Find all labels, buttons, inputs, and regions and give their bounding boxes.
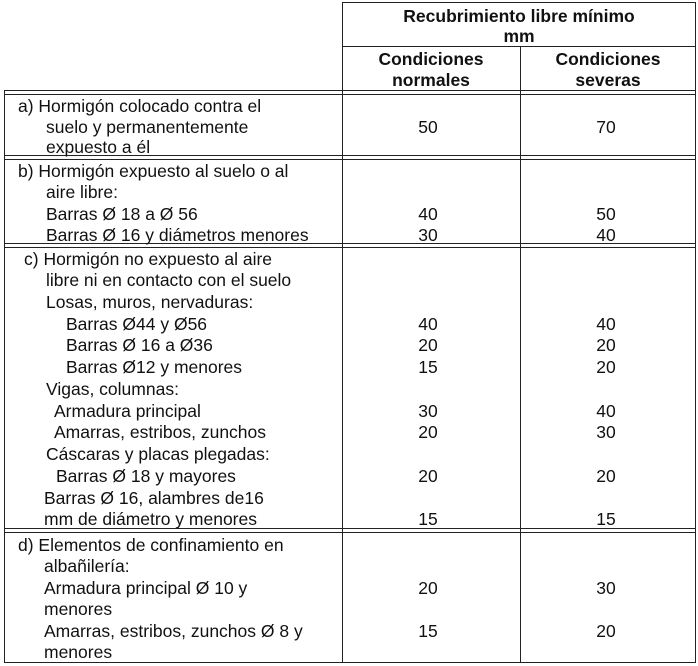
value-normal: 15 <box>418 509 438 529</box>
value-normal: 40 <box>418 204 438 224</box>
rule <box>4 90 5 662</box>
subheading: Losas, muros, nervaduras: <box>46 292 254 312</box>
row-label: Barras Ø 18 y mayores <box>56 466 236 486</box>
rule <box>520 46 521 662</box>
subheading: Vigas, columnas: <box>46 379 179 399</box>
value-normal: 15 <box>418 621 438 641</box>
row-label: mm de diámetro y menores <box>44 509 257 529</box>
value-severe: 40 <box>596 401 616 421</box>
value-severe: 20 <box>596 357 616 377</box>
value-severe: 40 <box>596 314 616 334</box>
header-col-normal-2: normales <box>392 70 470 90</box>
header-col-severe: Condiciones <box>555 49 661 69</box>
rule <box>4 532 696 533</box>
rule <box>695 2 696 662</box>
row-label: Barras Ø 16 a Ø36 <box>66 335 213 355</box>
row-label: Barras Ø 16, alambres de16 <box>44 488 264 508</box>
value-severe: 40 <box>596 225 616 245</box>
header-col-severe-2: severas <box>575 70 641 90</box>
row-label: menores <box>44 642 113 662</box>
row-label: Armadura principal Ø 10 y <box>44 578 248 598</box>
value-normal: 20 <box>418 335 438 355</box>
section-a-title: a) Hormigón colocado contra el <box>18 96 262 116</box>
row-label: Barras Ø44 y Ø56 <box>66 314 208 334</box>
value-normal: 20 <box>418 578 438 598</box>
header-group-unit: mm <box>503 26 535 46</box>
value-normal: 40 <box>418 314 438 334</box>
value-severe: 50 <box>596 204 616 224</box>
section-b-line: aire libre: <box>46 182 118 202</box>
row-label: Armadura principal <box>54 401 201 421</box>
row-label: Barras Ø 18 a Ø 56 <box>46 204 198 224</box>
rule <box>342 2 696 3</box>
value-severe: 20 <box>596 621 616 641</box>
value-severe: 20 <box>596 335 616 355</box>
section-a-line: suelo y permanentemente <box>46 117 249 137</box>
row-label: Barras Ø12 y menores <box>66 357 243 377</box>
section-b-title: b) Hormigón expuesto al suelo o al <box>18 161 289 181</box>
header-group-title: Recubrimiento libre mínimo <box>403 6 635 26</box>
section-c-line: libre ni en contacto con el suelo <box>46 270 292 290</box>
section-d-title: d) Elementos de confinamiento en <box>18 535 284 555</box>
value-normal: 30 <box>418 225 438 245</box>
value-severe: 30 <box>596 422 616 442</box>
section-a-line: expuesto a él <box>46 137 151 157</box>
value-normal: 15 <box>418 357 438 377</box>
row-label: menores <box>44 599 113 619</box>
value-normal: 20 <box>418 422 438 442</box>
row-label: Barras Ø 16 y diámetros menores <box>46 225 309 245</box>
row-label: Amarras, estribos, zunchos <box>54 422 267 442</box>
header-col-normal: Condiciones <box>378 49 484 69</box>
value-severe: 70 <box>596 117 616 137</box>
section-c-title: c) Hormigón no expuesto al aire <box>24 249 273 269</box>
value-normal: 30 <box>418 401 438 421</box>
value-normal: 50 <box>418 117 438 137</box>
row-label: Amarras, estribos, zunchos Ø 8 y <box>44 621 303 641</box>
section-d-line: albañilería: <box>44 556 130 576</box>
value-severe: 30 <box>596 578 616 598</box>
rule <box>342 2 343 662</box>
value-severe: 15 <box>596 509 616 529</box>
value-severe: 20 <box>596 466 616 486</box>
subheading: Cáscaras y placas plegadas: <box>46 444 270 464</box>
value-normal: 20 <box>418 466 438 486</box>
